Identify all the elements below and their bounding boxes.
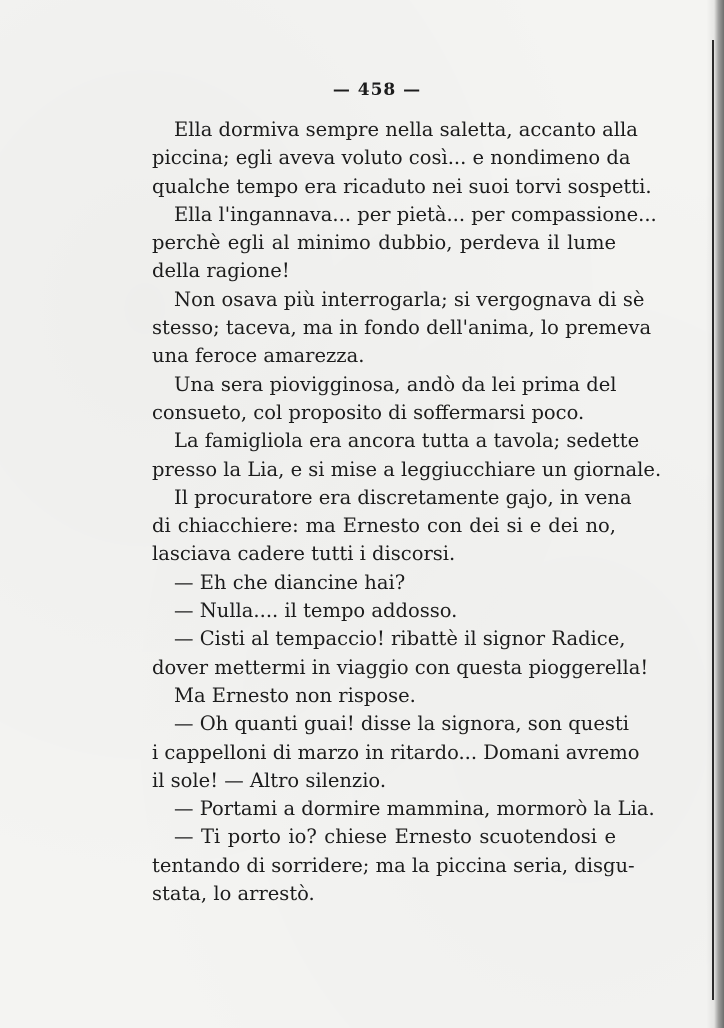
text-line: — Cisti al tempaccio! ribattè il signor Radice,: [174, 627, 626, 651]
text-line: — Ti porto io? chiese Ernesto scuotendosi e: [174, 825, 616, 849]
text-line: una feroce amarezza.: [152, 344, 365, 368]
text-line: consueto, col proposito di soffermarsi poco.: [152, 400, 585, 424]
text-line: qualche tempo era ricaduto nei suoi torvi sospetti.: [152, 174, 652, 198]
text-line: — Oh quanti guai! disse la signora, son questi: [174, 712, 629, 736]
text-line: — Nulla.... il tempo addosso.: [174, 599, 458, 623]
page-edge-shadow: [706, 0, 724, 1028]
text-line: presso la Lia, e si mise a leggiucchiare un giornale.: [152, 457, 662, 481]
text-line: della ragione!: [152, 259, 290, 283]
text-line: stata, lo arrestò.: [152, 882, 315, 906]
text-line: — Eh che diancine hai?: [174, 570, 406, 594]
text-line: il sole! — Altro silenzio.: [152, 768, 387, 792]
text-line: Ella l'ingannava... per pietà... per compassione...: [174, 202, 657, 226]
text-line: lasciava cadere tutti i discorsi.: [152, 542, 456, 566]
text-line: — Portami a dormire mammina, mormorò la Lia.: [174, 797, 655, 821]
text-line: perchè egli al minimo dubbio, perdeva il lume: [152, 231, 616, 255]
text-line: tentando di sorridere; ma la piccina seria, disgu-: [152, 853, 635, 877]
text-line: Una sera piovigginosa, andò da lei prima del: [174, 372, 617, 396]
text-line: Non osava più interrogarla; si vergognava di sè: [174, 287, 645, 311]
text-line: dover mettermi in viaggio con questa pioggerella!: [152, 655, 649, 679]
text-line: piccina; egli aveva voluto così... e nondimeno da: [152, 146, 631, 170]
text-line: La famigliola era ancora tutta a tavola; sedette: [174, 429, 640, 453]
text-line: Ma Ernesto non rispose.: [174, 683, 416, 707]
page-number: — 458 —: [332, 80, 422, 100]
page-binding-edge: [712, 40, 714, 1000]
text-line: i cappelloni di marzo in ritardo... Domani avremo: [152, 740, 640, 764]
text-line: di chiacchiere: ma Ernesto con dei si e dei no,: [152, 514, 616, 538]
page-text: [152, 116, 662, 908]
text-line: stesso; taceva, ma in fondo dell'anima, lo premeva: [152, 316, 652, 340]
text-line: Il procuratore era discretamente gajo, in vena: [174, 485, 632, 509]
text-line: Ella dormiva sempre nella saletta, accanto alla: [174, 118, 638, 141]
